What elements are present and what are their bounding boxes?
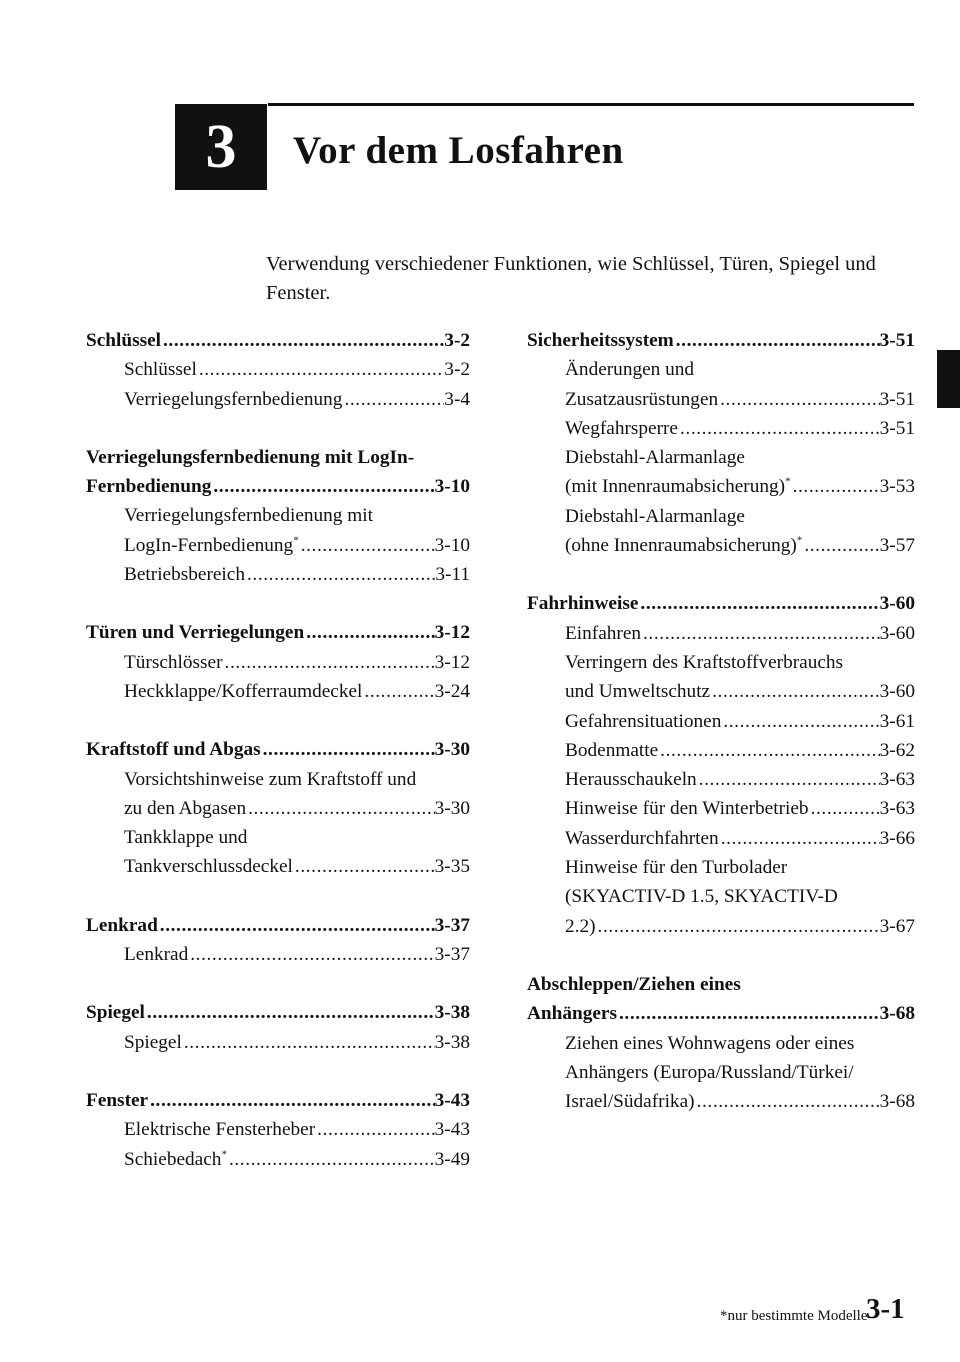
toc-leader-dots — [710, 681, 880, 703]
toc-subentry[interactable] — [527, 1091, 915, 1120]
toc-page-ref: 3-35 — [434, 856, 470, 878]
toc-leader-dots — [658, 740, 879, 762]
toc-subentry[interactable] — [86, 681, 470, 710]
toc-section-entry[interactable] — [527, 974, 915, 1003]
toc-subentry[interactable] — [527, 681, 915, 710]
toc-page-ref: 3-37 — [434, 914, 470, 936]
toc-entry-title: Einfahren — [565, 622, 642, 644]
toc-entry-title: Spiegel — [86, 1002, 145, 1024]
toc-entry-title: (ohne Innenraumabsicherung)* — [565, 534, 803, 557]
toc-subentry[interactable] — [86, 564, 470, 593]
toc-entry-title: Vorsichtshinweise zum Kraftstoff und — [124, 768, 417, 790]
toc-subentry[interactable] — [86, 505, 470, 534]
chapter-intro: Verwendung verschiedener Funktionen, wie Schlüssel, Türen, Spiegel und Fenster. — [266, 253, 876, 304]
toc-subentry[interactable] — [527, 798, 915, 827]
toc-subentry[interactable] — [527, 359, 915, 388]
chapter-header-rule — [268, 103, 914, 106]
toc-entry-title: Hinweise für den Winterbetrieb — [565, 798, 809, 820]
toc-entry-title: Lenkrad — [86, 914, 158, 936]
toc-leader-dots — [223, 652, 435, 674]
toc-section-entry[interactable] — [527, 1003, 915, 1032]
toc-entry-title: Spiegel — [124, 1031, 182, 1053]
toc-leader-dots — [197, 359, 444, 381]
toc-entry-title: Hinweise für den Turbolader — [565, 857, 788, 879]
toc-section — [86, 739, 470, 885]
toc-leader-dots — [596, 916, 880, 938]
toc-subentry[interactable] — [86, 944, 470, 973]
toc-subentry[interactable] — [86, 359, 470, 388]
toc-leader-dots — [638, 593, 879, 615]
toc-entry-title: Türen und Verriegelungen — [86, 622, 305, 644]
toc-right-column — [527, 330, 915, 1149]
toc-page-ref: 3-11 — [435, 564, 470, 586]
toc-section-entry[interactable] — [527, 330, 915, 359]
toc-entry-title: (mit Innenraumabsicherung)* — [565, 476, 791, 498]
toc-subentry[interactable] — [86, 856, 470, 885]
toc-subentry[interactable] — [527, 623, 915, 652]
toc-page-ref: 3-30 — [434, 739, 470, 761]
toc-subentry[interactable] — [527, 652, 915, 681]
toc-leader-dots — [617, 1003, 880, 1025]
toc-section-entry[interactable] — [86, 739, 470, 768]
toc-entry-title: Diebstahl-Alarmanlage — [565, 505, 745, 527]
toc-subentry[interactable] — [86, 1032, 470, 1061]
toc-leader-dots — [342, 389, 444, 411]
toc-subentry[interactable] — [86, 389, 470, 418]
toc-leader-dots — [261, 739, 435, 761]
toc-subentry[interactable] — [86, 827, 470, 856]
toc-entry-title: Fenster — [86, 1089, 149, 1111]
toc-page-ref: 3-60 — [879, 622, 915, 644]
toc-section — [86, 1002, 470, 1061]
toc-page-ref: 3-68 — [879, 1091, 915, 1113]
toc-leader-dots — [161, 330, 444, 352]
toc-page-ref: 3-37 — [434, 944, 470, 966]
toc-page-ref: 3-53 — [879, 476, 915, 498]
toc-page-ref: 3-66 — [879, 827, 915, 849]
toc-leader-dots — [791, 476, 880, 498]
toc-subentry[interactable] — [527, 535, 915, 564]
toc-leader-dots — [299, 535, 435, 557]
toc-subentry[interactable] — [527, 711, 915, 740]
toc-subentry[interactable] — [527, 857, 915, 886]
toc-leader-dots — [211, 476, 434, 498]
toc-page-ref: 3-67 — [879, 915, 915, 937]
toc-page-ref: 3-43 — [434, 1119, 470, 1141]
toc-leader-dots — [148, 1090, 435, 1112]
toc-leader-dots — [719, 828, 880, 850]
chapter-number: 3 — [205, 112, 237, 181]
toc-leader-dots — [674, 330, 880, 352]
toc-entry-title: Ziehen eines Wohnwagens oder eines — [565, 1032, 855, 1054]
toc-section — [86, 915, 470, 974]
toc-entry-title: Tankverschlussdeckel — [124, 856, 293, 878]
toc-leader-dots — [158, 915, 435, 937]
toc-entry-title: Abschleppen/Ziehen eines — [527, 973, 741, 995]
toc-page-ref: 3-30 — [434, 797, 470, 819]
toc-page-ref: 3-10 — [434, 534, 470, 556]
toc-leader-dots — [678, 418, 880, 440]
toc-page-ref: 3-12 — [434, 622, 470, 644]
toc-entry-title: Schiebedach* — [124, 1148, 227, 1170]
toc-section — [527, 330, 915, 564]
toc-page-ref: 3-57 — [879, 535, 915, 557]
toc-entry-title: Zusatzausrüstungen — [565, 388, 719, 410]
toc-entry-title: Türschlösser — [124, 651, 223, 673]
toc-page-ref: 3-43 — [434, 1089, 470, 1111]
toc-subentry[interactable] — [527, 476, 915, 505]
toc-subentry[interactable] — [86, 535, 470, 564]
toc-page-ref: 3-2 — [444, 359, 470, 381]
toc-entry-title: Verriegelungsfernbedienung mit — [124, 505, 373, 527]
toc-leader-dots — [641, 623, 880, 645]
toc-section — [86, 622, 470, 710]
toc-leader-dots — [293, 856, 435, 878]
toc-entry-title: Lenkrad — [124, 944, 189, 966]
toc-section-entry[interactable] — [86, 1002, 470, 1031]
toc-subentry[interactable] — [527, 1033, 915, 1062]
toc-entry-title: Änderungen und — [565, 359, 695, 381]
toc-section — [527, 593, 915, 945]
toc-subentry[interactable] — [86, 652, 470, 681]
toc-page-ref: 3-12 — [434, 651, 470, 673]
toc-page-ref: 3-62 — [879, 739, 915, 761]
toc-subentry[interactable] — [527, 1062, 915, 1091]
toc-section-entry[interactable] — [86, 447, 470, 476]
toc-section — [86, 447, 470, 593]
toc-page-ref: 3-68 — [879, 1003, 915, 1025]
toc-page-ref: 3-10 — [434, 476, 470, 498]
toc-entry-title: Kraftstoff und Abgas — [86, 739, 261, 761]
toc-subentry[interactable] — [527, 506, 915, 535]
toc-page-ref: 3-24 — [434, 680, 470, 702]
toc-leader-dots — [721, 711, 879, 733]
toc-entry-title: 2.2) — [565, 915, 596, 937]
toc-subentry[interactable] — [527, 886, 915, 915]
toc-entry-title: LogIn-Fernbedienung* — [124, 534, 299, 556]
toc-entry-title: Fernbedienung — [86, 476, 212, 498]
toc-subentry[interactable] — [86, 798, 470, 827]
toc-page-ref: 3-49 — [434, 1148, 470, 1170]
toc-entry-title: Anhängers (Europa/Russland/Türkei/ — [565, 1061, 854, 1083]
toc-page-ref: 3-38 — [434, 1002, 470, 1024]
toc-leader-dots — [145, 1002, 435, 1024]
toc-page-ref: 3-51 — [879, 330, 915, 351]
toc-entry-title: Bodenmatte — [565, 739, 659, 761]
toc-section-entry[interactable] — [86, 330, 470, 359]
toc-entry-title: Betriebsbereich — [124, 564, 245, 586]
toc-leader-dots — [697, 769, 880, 791]
toc-page-ref: 3-63 — [879, 798, 915, 820]
toc-section-entry[interactable] — [86, 476, 470, 505]
toc-leader-dots — [188, 944, 434, 966]
toc-section — [86, 1090, 470, 1178]
chapter-thumb-tab — [937, 350, 960, 408]
toc-entry-title: Diebstahl-Alarmanlage — [565, 447, 745, 469]
toc-subentry[interactable] — [86, 1119, 470, 1148]
toc-page-ref: 3-51 — [879, 417, 915, 439]
toc-page-ref: 3-2 — [444, 330, 470, 351]
toc-entry-title: Schlüssel — [124, 359, 197, 381]
page-number: 3-1 — [866, 1293, 905, 1325]
toc-leader-dots — [315, 1119, 435, 1141]
toc-subentry[interactable] — [527, 916, 915, 945]
toc-leader-dots — [182, 1032, 435, 1054]
toc-leader-dots — [304, 622, 434, 644]
toc-entry-title: Verriegelungsfernbedienung mit LogIn- — [86, 446, 415, 468]
toc-leader-dots — [362, 681, 434, 703]
toc-leader-dots — [695, 1091, 880, 1113]
toc-leader-dots — [246, 798, 435, 820]
toc-subentry[interactable] — [527, 389, 915, 418]
footnote: *nur bestimmte Modelle — [720, 1308, 868, 1324]
toc-page-ref: 3-51 — [879, 388, 915, 410]
toc-entry-title: Elektrische Fensterheber — [124, 1119, 316, 1141]
toc-entry-title: Verriegelungsfernbedienung — [124, 388, 343, 410]
toc-entry-title: Tankklappe und — [124, 827, 248, 849]
chapter-number-box — [175, 104, 267, 190]
toc-leader-dots — [718, 389, 880, 411]
toc-subentry[interactable] — [527, 828, 915, 857]
chapter-title: Vor dem Losfahren — [293, 129, 624, 172]
toc-section-entry[interactable] — [527, 593, 915, 622]
toc-entry-title: Wasserdurchfahrten — [565, 827, 719, 849]
toc-page-ref: 3-38 — [434, 1031, 470, 1053]
toc-page-ref: 3-60 — [879, 681, 915, 703]
toc-page-ref: 3-63 — [879, 769, 915, 791]
toc-section-entry[interactable] — [86, 915, 470, 944]
toc-page-ref: 3-60 — [879, 593, 915, 615]
toc-subentry[interactable] — [86, 1149, 470, 1178]
toc-entry-title: Schlüssel — [86, 330, 162, 351]
toc-leader-dots — [245, 564, 435, 586]
toc-entry-title: Anhängers — [527, 1003, 617, 1025]
toc-entry-title: Israel/Südafrika) — [565, 1091, 695, 1113]
toc-leader-dots — [802, 535, 879, 557]
toc-entry-title: Herausschaukeln — [565, 769, 697, 791]
toc-section-entry[interactable] — [86, 622, 470, 651]
toc-entry-title: Wegfahrsperre — [565, 417, 678, 439]
toc-entry-title: zu den Abgasen — [124, 797, 247, 819]
toc-subentry[interactable] — [527, 447, 915, 476]
toc-subentry[interactable] — [527, 740, 915, 769]
toc-leader-dots — [809, 798, 880, 820]
toc-left-column — [86, 330, 470, 1207]
toc-section — [527, 974, 915, 1120]
toc-section — [86, 330, 470, 418]
toc-subentry[interactable] — [86, 769, 470, 798]
toc-subentry[interactable] — [527, 418, 915, 447]
toc-subentry[interactable] — [527, 769, 915, 798]
toc-page-ref: 3-4 — [444, 388, 470, 410]
toc-entry-title: Sicherheitssystem — [527, 330, 674, 351]
toc-entry-title: Fahrhinweise — [527, 593, 639, 615]
toc-entry-title: Gefahrensituationen — [565, 710, 722, 732]
toc-entry-title: (SKYACTIV-D 1.5, SKYACTIV-D — [565, 886, 838, 908]
toc-leader-dots — [227, 1149, 435, 1171]
toc-entry-title: und Umweltschutz — [565, 681, 711, 703]
toc-entry-title: Verringern des Kraftstoffverbrauchs — [565, 651, 844, 673]
toc-section-entry[interactable] — [86, 1090, 470, 1119]
toc-entry-title: Heckklappe/Kofferraumdeckel — [124, 680, 363, 702]
toc-page-ref: 3-61 — [879, 710, 915, 732]
